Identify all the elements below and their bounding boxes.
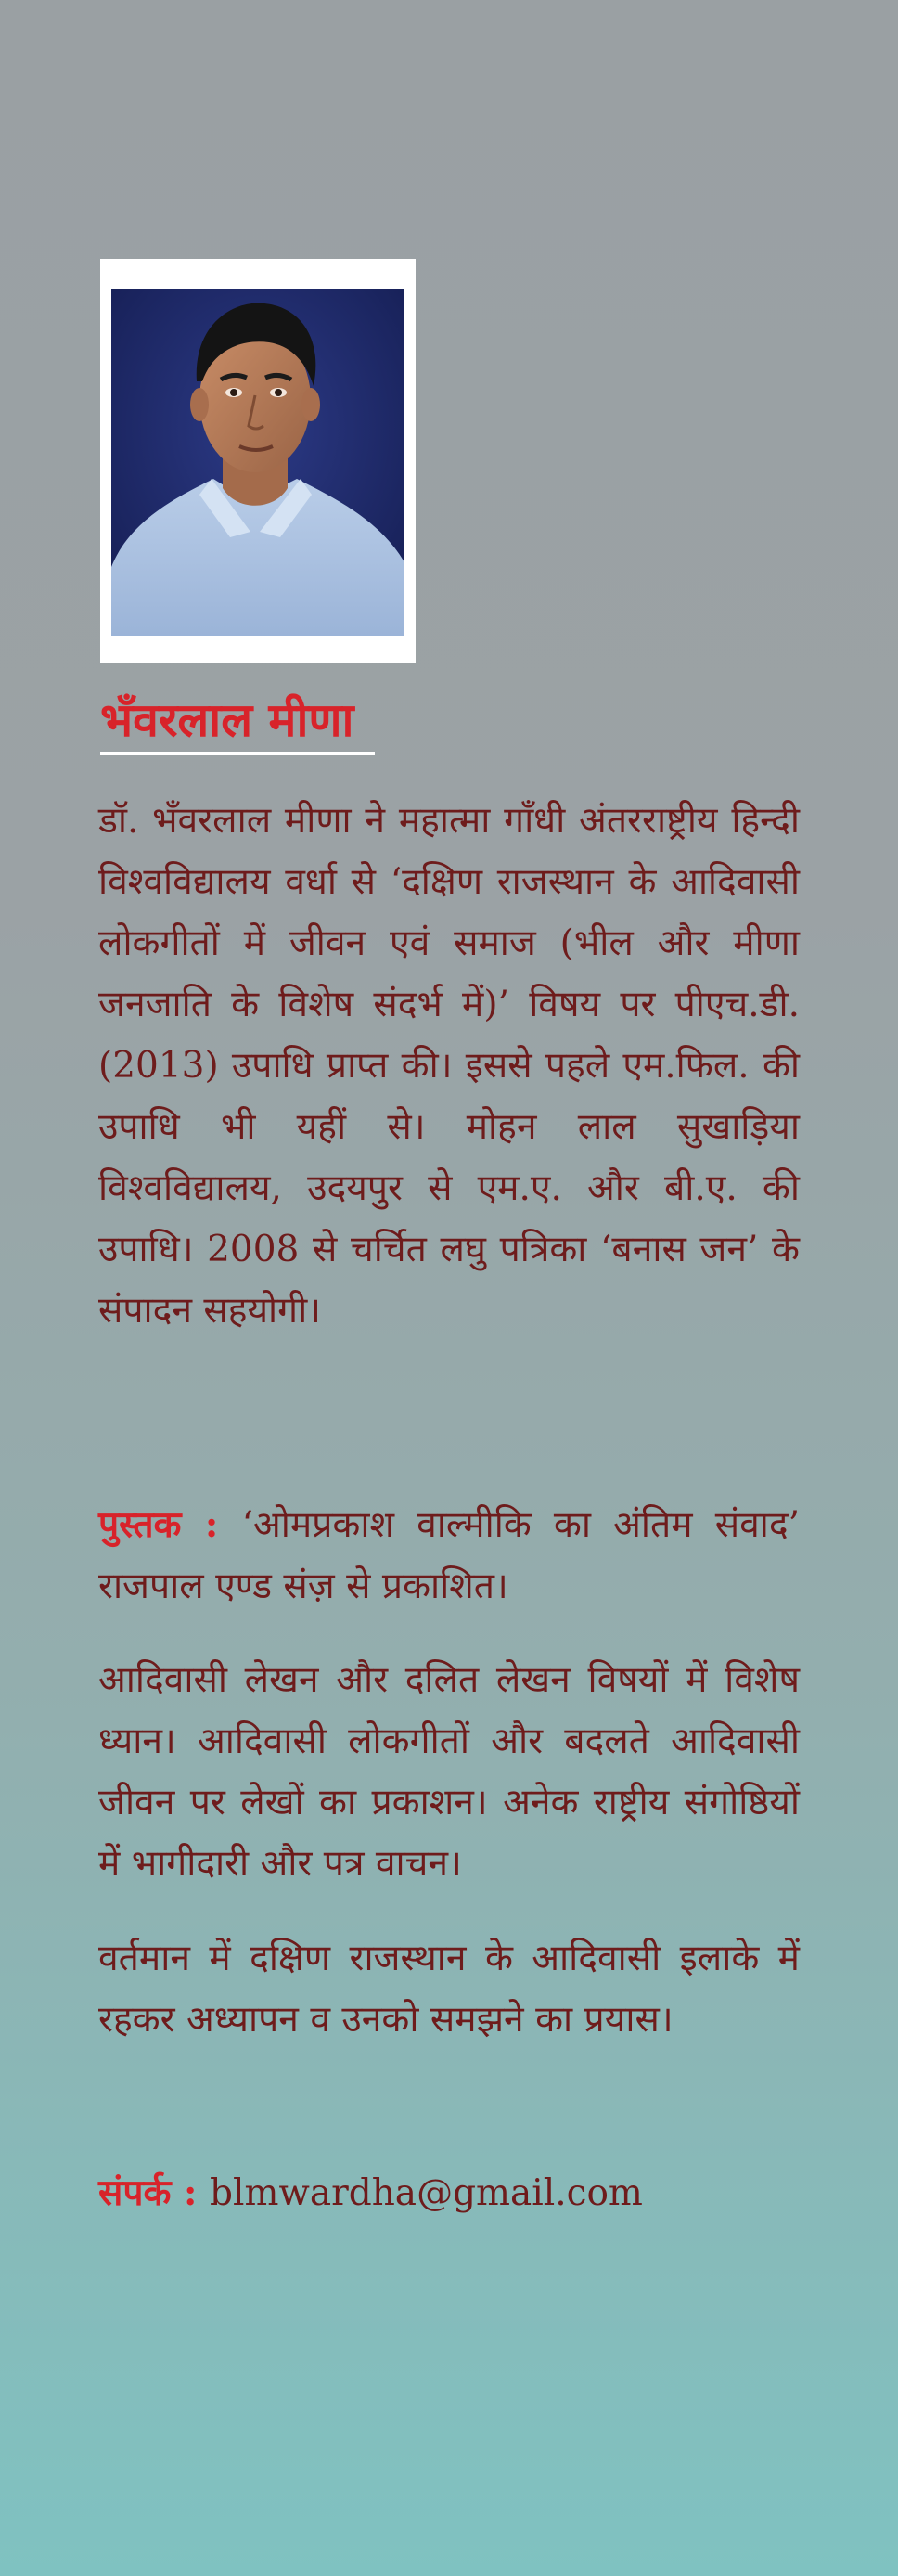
interests-paragraph: आदिवासी लेखन और दलित लेखन विषयों में विशेष ध्यान। आदिवासी लोकगीतों और बदलते आदिवासी जीवन पर लेखों का प्रकाशन। अनेक राष्ट्रीय संगोष्ठियों में भागीदारी और पत्र वाचन।	[98, 1659, 800, 1885]
author-photo	[111, 289, 404, 636]
contact-section	[98, 2162, 800, 2224]
book-text: ‘ओमप्रकाश वाल्मीकि का अंतिम संवाद’ राजपाल एण्ड संज़ से प्रकाशित।	[98, 1504, 800, 1607]
contact-label: संपर्क	[98, 2171, 172, 2214]
author-name: भँवरलाल मीणा	[100, 692, 354, 747]
author-bio: डॉ. भँवरलाल मीणा ने महात्मा गाँधी अंतरराष्ट्रीय हिन्दी विश्वविद्यालय वर्धा से ‘दक्षिण राजस्थान के आदिवासी लोकगीतों में जीवन एवं समाज (भील और मीणा जनजाति के विशेष संदर्भ में)’ विषय पर पीएच.डी. (2013) उपाधि प्राप्त की। इससे पहले एम.फिल. की उपाधि भी यहीं से। मोहन लाल सुखाड़िया विश्वविद्यालय, उदयपुर से एम.ए. और बी.ए. की उपाधि। 2008 से चर्चित लघु पत्रिका ‘बनास जन’ के संपादन सहयोगी।	[98, 800, 800, 1332]
book-label: पुस्तक	[98, 1503, 182, 1546]
author-photo-frame	[100, 259, 416, 663]
book-separator: :	[181, 1503, 242, 1546]
contact-email[interactable]: blmwardha@gmail.com	[210, 2172, 643, 2214]
name-underline	[100, 752, 375, 755]
present-work-paragraph: वर्तमान में दक्षिण राजस्थान के आदिवासी इलाके में रहकर अध्यापन व उनको समझने का प्रयास।	[98, 1938, 800, 2041]
book-section	[98, 1494, 800, 1617]
contact-separator: :	[171, 2171, 211, 2214]
